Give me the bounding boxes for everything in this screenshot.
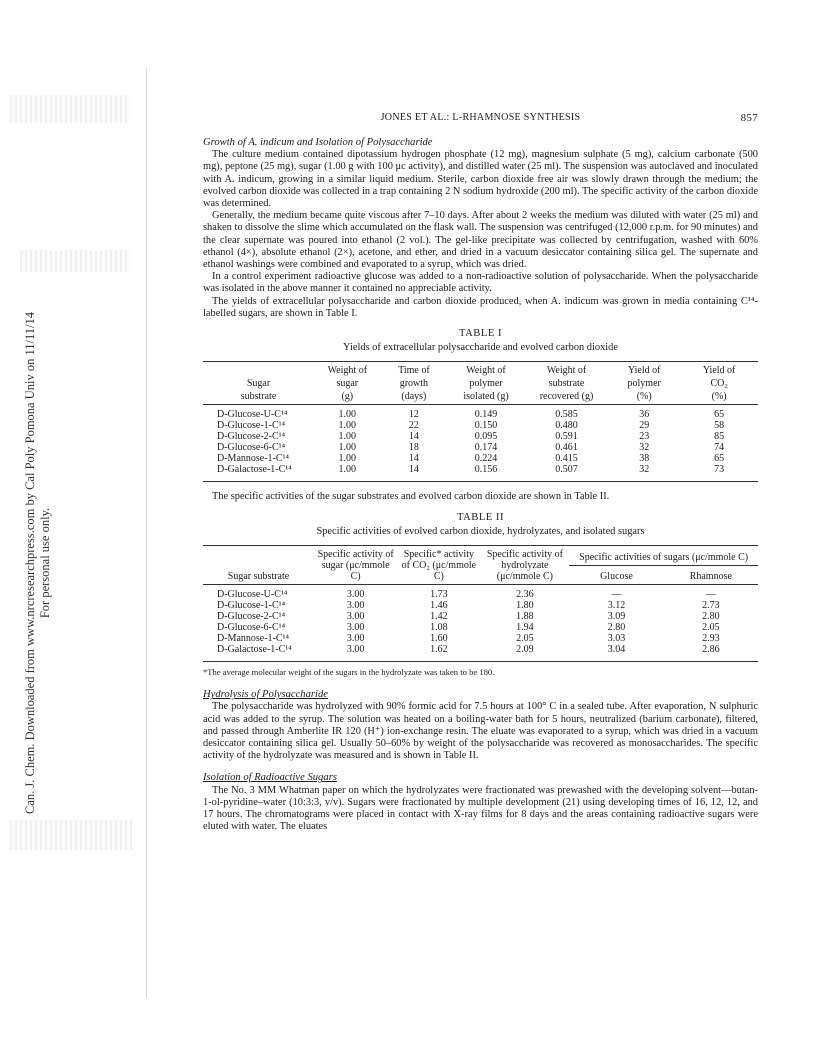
table1-header-cell: polymer [469,378,503,390]
table2-cell: 3.12 [607,600,626,612]
table1-cell: 1.00 [338,442,357,454]
table2-header-rhamnose: Rhamnose [664,565,758,585]
table1-header-cell: (g) [314,391,381,405]
table2-cell: 2.09 [516,644,534,656]
paragraph: In a control experiment radioactive glucose was added to a non-radioactive solution of polysaccharide. When the polysaccharide was isolated in the above manner it contained no appreciable activity. [203,271,758,295]
table1-row [203,420,758,431]
table2-cell: 1.94 [516,622,534,634]
table1-header-cell: Weight of [525,362,608,379]
table1-cell: 65 [714,453,725,465]
table2-cell: D-Glucose-6-C¹⁴ [217,622,286,634]
left-margin-strip [0,0,146,1052]
table1-cell: 36 [639,409,650,421]
table1-cell: 0.156 [474,464,498,476]
table2-footnote: *The average molecular weight of the sugars in the hydrolyzate was taken to be 180. [203,667,495,678]
table2-cell: 1.60 [430,633,448,645]
table1-cell: 73 [714,464,725,476]
table2-row [203,585,758,601]
table1-caption: TABLE I [459,328,502,340]
table1-header-cell: Yield of [680,362,758,379]
table1-cell: 29 [639,420,650,432]
table2-row [203,611,758,622]
table1-cell: 0.174 [474,442,498,454]
table2-row [203,633,758,644]
table2-cell: 3.09 [607,611,626,623]
table2-cell: 3.03 [607,633,626,645]
table1-cell: 23 [639,431,650,443]
table1-header-cell: polymer [627,378,661,390]
table1-cell: 14 [408,431,419,443]
table1-header-row [203,378,758,391]
table1-header-row [203,362,758,379]
table1-cell: D-Glucose-U-C¹⁴ [217,409,288,421]
table1-cell: D-Mannose-1-C¹⁴ [217,453,290,465]
paragraph: The No. 3 MM Whatman paper on which the hydrolyzates were fractionated was prewashed with the developing solvent—butan-1-ol-pyridine–water (10:3:3, v/v). Sugars were fractionated by multiple development (21) using developing times of 16, 12, 12, and 17 hours. The chromatograms were placed in contact with X-ray films for 8 days and the areas containing radioactive sugars were eluted with water. The eluates [203,784,758,833]
table2-cell: 3.00 [346,622,365,634]
table1-cell: 1.00 [338,420,357,432]
watermark-line-2: For personal use only. [38,507,52,619]
table2-cell: 2.80 [607,622,626,634]
table2-cell: 2.86 [702,644,720,656]
table2-cell: 1.42 [430,611,448,623]
table1-header-cell: substrate [548,378,585,390]
table1-subtitle: Yields of extracellular polysaccharide and evolved carbon dioxide [343,342,618,354]
page-number: 857 [740,112,758,124]
table1-cell: 14 [408,464,419,476]
table1-header-row [203,391,758,405]
table1-header-cell: CO₂ [710,378,728,390]
table1-header-cell: substrate [203,391,314,405]
table1-cell: 0.149 [474,409,498,421]
table1-header-cell: Yield of [608,362,680,379]
margin-rule [146,68,147,998]
table2-cell: D-Glucose-1-C¹⁴ [217,600,286,612]
table1-cell: 0.415 [555,453,578,465]
table2-header-glucose: Glucose [569,565,663,585]
table2-header-sa-co2: Specific* activity of CO₂ (μc/mmole C) [397,546,480,585]
table1-row [203,464,758,482]
table1-cell: 1.00 [338,464,357,476]
table1-cell: 32 [639,442,650,454]
table2-body [203,585,758,662]
running-header [203,112,758,126]
table1-cell: 0.507 [555,464,578,476]
table1-header-cell [203,362,314,379]
table1-header-cell: recovered (g) [525,391,608,405]
table2-cell: — [611,589,622,601]
table1-cell: 12 [408,409,419,421]
table1-cell: D-Glucose-6-C¹⁴ [217,442,286,454]
table2-cell: — [705,589,716,601]
table1-header-cell: growth [399,378,429,390]
table2-row [203,622,758,633]
table1-body [203,405,758,482]
watermark-line-1: Can. J. Chem. Downloaded from www.nrcresearchpress.com by Cal Poly Pomona Univ on 11/11/14 [23,312,37,815]
section-heading-growth: Growth of A. indicum and Isolation of Polysaccharide [203,137,433,148]
table1-cell: 32 [639,464,650,476]
table1-row [203,431,758,442]
table2-cell: 2.05 [516,633,534,645]
table2-row [203,600,758,611]
table2 [203,545,758,662]
table2-cell: 3.04 [607,644,626,656]
table2-cell: 1.46 [430,600,448,612]
table1-cell: 0.585 [555,409,578,421]
table2-cell: 3.00 [346,644,365,656]
paragraph: The culture medium contained dipotassium hydrogen phosphate (12 mg), magnesium sulphate (5 mg), calcium carbonate (500 mg), peptone (25 mg), sugar (1.00 g with 100 μc activity), and distilled water (25 ml). The suspension was autoclaved and inoculated with A. indicum, growing in a similar liquid medium. Sterile, carbon dioxide free air was slowly drawn through the medium; the evolved carbon dioxide was collected in a trap containing 2 N sodium hydroxide (200 ml). The specific activity of the carbon dioxide was determined. [203,149,758,210]
table2-cell: D-Glucose-2-C¹⁴ [217,611,286,623]
table1-header-cell: (%) [680,391,758,405]
table2-cell: 2.36 [516,589,534,601]
paragraph: Generally, the medium became quite viscous after 7–10 days. After about 2 weeks the medium was diluted with water (25 ml) and shaken to dissolve the slime which accumulated on the flask wall. The suspension was centrifuged (12,000 r.p.m. for 90 minutes) and the clear supernate was poured into ethanol (2 vol.). The gel-like precipitate was collected by centrifugation, washed with 60% ethanol (4×), absolute ethanol (2×), acetone, and ether, and dried in a vacuum desiccator containing silica gel. The supernate and ethanol washings were combined and evaporated to a syrup, which was dried. [203,210,758,271]
table2-row [203,644,758,662]
table2-cell: 3.00 [346,589,365,601]
table1-cell: 58 [714,420,725,432]
article-body [203,137,758,834]
table1-cell: 0.150 [474,420,498,432]
table2-cell: D-Glucose-U-C¹⁴ [217,589,288,601]
table1-cell: 22 [408,420,419,432]
table1-cell: D-Galactose-1-C¹⁴ [217,464,292,476]
table1-header-cell: Weight of [447,362,525,379]
table1-cell: D-Glucose-2-C¹⁴ [217,431,286,443]
running-title: JONES ET AL.: L-RHAMNOSE SYNTHESIS [380,112,581,123]
table2-cell: 2.93 [702,633,720,645]
table2-cell: 3.00 [346,633,365,645]
table1-cell: 1.00 [338,409,357,421]
table1-cell: 1.00 [338,453,357,465]
paragraph: The polysaccharide was hydrolyzed with 90% formic acid for 7.5 hours at 100° C in a sealed tube. After evaporation, N sulphuric acid was added to the syrup. The solution was heated on a boiling-water bath for 5 hours, neutralized (barium carbonate), filtered, and passed through Amberlite IR 120 (H⁺) ion-exchange resin. The eluate was evaporated to a syrup, which was dried in a vacuum desiccator containing silica gel. Usually 50–60% by weight of the polysaccharide was recovered as monosaccharides. The specific activity of the hydrolyzate was measured and is shown in Table II. [203,701,758,762]
table1-cell: 1.00 [338,431,357,443]
table1-cell: 85 [714,431,725,443]
table1-cell: 0.591 [555,431,578,443]
table2-cell: 2.05 [702,622,720,634]
table1-cell: 0.095 [474,431,498,443]
download-watermark [23,113,53,1013]
table1 [203,361,758,482]
table1-cell: 18 [408,442,419,454]
table2-cell: 1.62 [430,644,448,656]
table1-cell: D-Glucose-1-C¹⁴ [217,420,286,432]
table1-row [203,405,758,421]
table2-caption: TABLE II [457,511,504,523]
table1-header-cell: (days) [381,391,448,405]
table2-header-sa-hydro: Specific activity of hydrolyzate (μc/mmole C) [481,546,570,585]
table1-header-cell: (%) [608,391,680,405]
table2-cell: 3.00 [346,611,365,623]
table1-row [203,453,758,464]
table1-header-cell: sugar [336,378,359,390]
table2-header-sa-isolated: Specific activities of sugars (μc/mmole C) [569,546,758,566]
table1-cell: 14 [408,453,419,465]
table1-cell: 0.480 [555,420,578,432]
table2-cell: D-Galactose-1-C¹⁴ [217,644,292,656]
table1-cell: 0.224 [474,453,498,465]
table1-header-cell: isolated (g) [447,391,525,405]
table1-cell: 74 [714,442,725,454]
paragraph: The specific activities of the sugar substrates and evolved carbon dioxide are shown in Table II. [212,491,610,503]
table1-header-cell: Time of [381,362,448,379]
table1-cell: 38 [639,453,650,465]
section-heading-hydrolysis: Hydrolysis of Polysaccharide [203,689,328,701]
table2-header-sa-sugar: Specific activity of sugar (μc/mmole C) [314,546,397,585]
section-heading-isolation: Isolation of Radioactive Sugars [203,772,337,784]
table2-subtitle: Specific activities of evolved carbon dioxide, hydrolyzates, and isolated sugars [316,525,645,537]
table1-cell: 0.461 [555,442,578,454]
table2-header-row [203,546,758,566]
table2-cell: 1.73 [430,589,448,601]
table2-header-sugar: Sugar substrate [203,546,314,585]
table2-cell: 1.88 [516,611,534,623]
table2-cell: D-Mannose-1-C¹⁴ [217,633,290,645]
table2-cell: 2.73 [702,600,720,612]
table1-row [203,442,758,453]
table1-header-cell: Weight of [314,362,381,379]
paragraph: The yields of extracellular polysaccharide and carbon dioxide produced, when A. indicum was grown in media containing C¹⁴-labelled sugars, are shown in Table I. [203,295,758,319]
table2-cell: 2.80 [702,611,720,623]
table1-header-cell: Sugar [246,378,271,390]
table1-cell: 65 [714,409,725,421]
table2-cell: 1.08 [430,622,448,634]
table2-cell: 3.00 [346,600,365,612]
table2-cell: 1.80 [516,600,534,612]
